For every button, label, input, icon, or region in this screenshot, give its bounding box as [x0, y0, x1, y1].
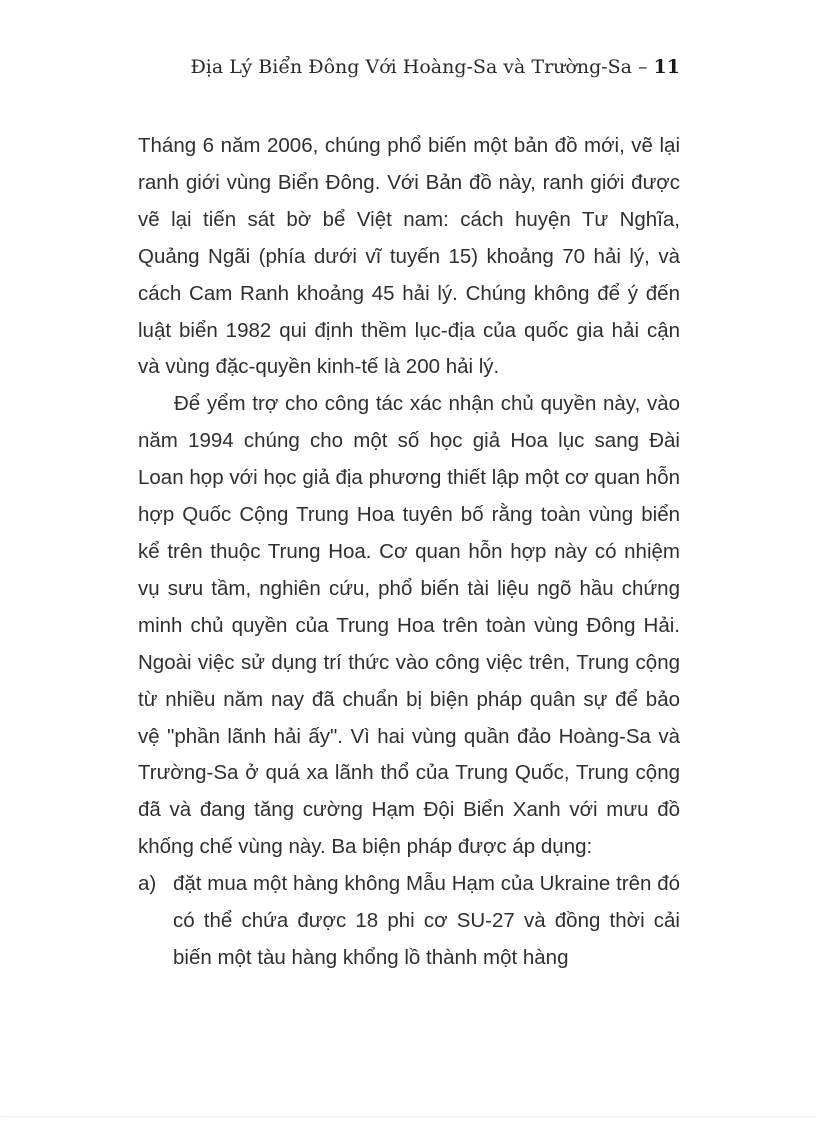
paragraph: Để yểm trợ cho công tác xác nhận chủ quyền này, vào năm 1994 chúng cho một số học giả Hoa lục sang Đài Loan họp với học giả địa phương thiết lập một cơ quan hỗn hợp Quốc Cộng Trung Hoa tuyên bố rằng toàn vùng biển kể trên thuộc Trung Hoa. Cơ quan hỗn hợp này có nhiệm vụ sưu tầm, nghiên cứu, phổ biến tài liệu ngõ hầu chứng minh chủ quyền của Trung Hoa trên toàn vùng Đông Hải. Ngoài việc sử dụng trí thức vào công việc trên, Trung cộng từ nhiều năm nay đã chuẩn bị biện pháp quân sự để bảo vệ "phần lãnh hải ấy". Vì hai vùng quần đảo Hoàng-Sa và Trường-Sa ở quá xa lãnh thổ của Trung Quốc, Trung cộng đã và đang tăng cường Hạm Đội Biển Xanh với mưu đồ khống chế vùng này. Ba biện pháp được áp dụng: — [138, 392, 680, 859]
body-text — [138, 128, 680, 977]
page-number: 11 — [653, 56, 680, 78]
running-header — [190, 56, 680, 78]
page-bottom-divider — [0, 1116, 816, 1117]
paragraph: Tháng 6 năm 2006, chúng phổ biến một bản đồ mới, vẽ lại ranh giới vùng Biển Đông. Với Bản đồ này, ranh giới được vẽ lại tiến sát bờ bể Việt nam: cách huyện Tư Nghĩa, Quảng Ngãi (phía dưới vĩ tuyến 15) khoảng 70 hải lý, và cách Cam Ranh khoảng 45 hải lý. Chúng không để ý đến luật biển 1982 qui định thềm lục-địa của quốc gia hải cận và vùng đặc-quyền kinh-tế là 200 hải lý. — [138, 134, 680, 379]
list-item — [138, 866, 680, 977]
list-item-text: đặt mua một hàng không Mẫu Hạm của Ukraine trên đó có thể chứa được 18 phi cơ SU-27 và đồng thời cải biến một tàu hàng khổng lồ thành một hàng — [173, 872, 680, 969]
header-title: Địa Lý Biển Đông Với Hoàng-Sa và Trường-Sa – — [190, 56, 648, 78]
list-marker: a) — [138, 872, 157, 896]
